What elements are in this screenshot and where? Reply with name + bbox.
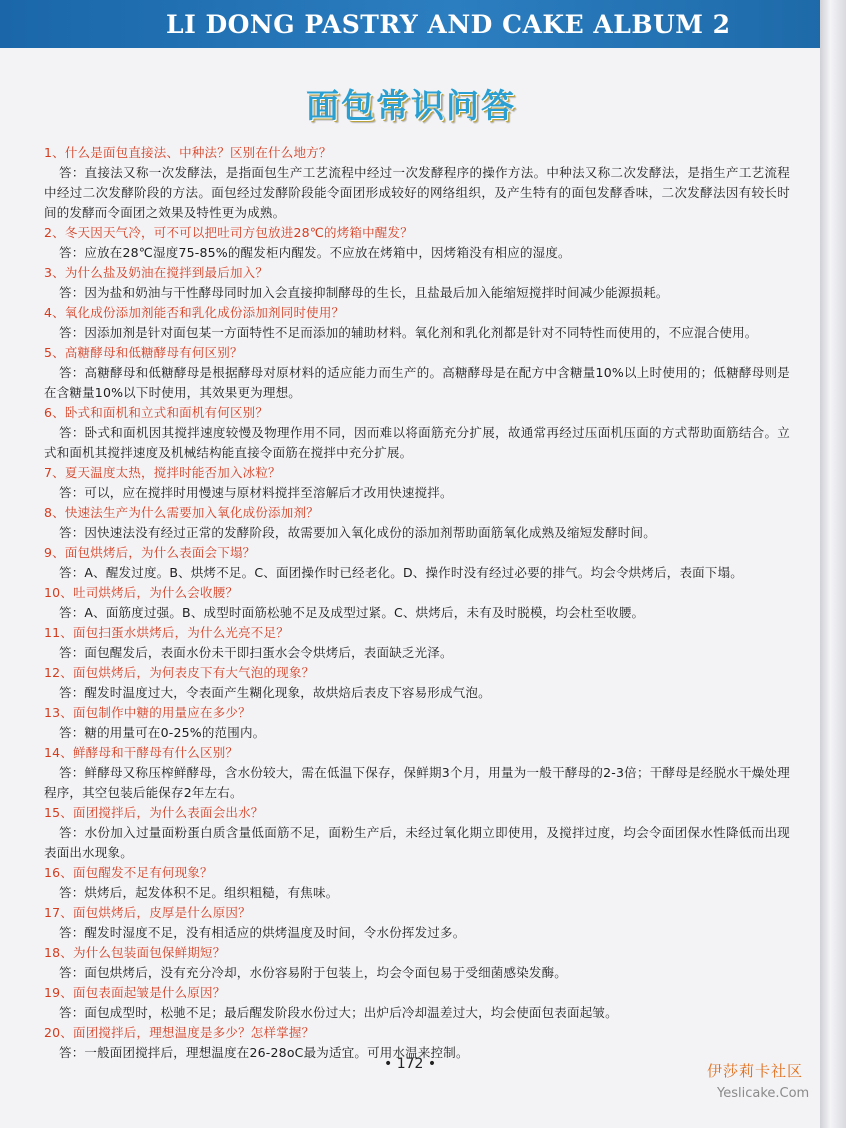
answer: 答：可以，应在搅拌时用慢速与原材料搅拌至溶解后才改用快速搅拌。 xyxy=(59,485,453,500)
question: 1、什么是面包直接法、中种法？区别在什么地方？ xyxy=(44,145,332,160)
answer: 答：应放在28℃湿度75-85%的醒发柜内醒发。不应放在烤箱中，因烤箱没有相应的湿度。 xyxy=(59,245,571,260)
qa-item xyxy=(44,463,790,503)
answer: 答：卧式和面机因其搅拌速度较慢及物理作用不同，因而难以将面筋充分扩展，故通常再经过压面机压面的方式帮助面筋结合。立式和面机其搅拌速度及机械结构能直接令面筋在搅拌中充分扩展。 xyxy=(44,425,790,460)
question: 4、氧化成份添加剂能否和乳化成份添加剂同时使用？ xyxy=(44,305,345,320)
qa-item xyxy=(44,263,790,303)
answer: 答：醒发时温度过大，令表面产生糊化现象，故烘焙后表皮下容易形成气泡。 xyxy=(59,685,491,700)
book-spine xyxy=(820,0,846,1128)
answer: 答：糖的用量可在0-25%的范围内。 xyxy=(59,725,266,740)
qa-item xyxy=(44,903,790,943)
qa-item xyxy=(44,303,790,343)
question: 9、面包烘烤后，为什么表面会下塌？ xyxy=(44,545,256,560)
question: 18、为什么包装面包保鲜期短？ xyxy=(44,945,226,960)
answer: 答：烘烤后，起发体积不足。组织粗糙，有焦味。 xyxy=(59,885,339,900)
answer: 答：因为盐和奶油与干性酵母同时加入会直接抑制酵母的生长，且盐最后加入能缩短搅拌时间减少能源损耗。 xyxy=(59,285,669,300)
qa-item xyxy=(44,223,790,263)
question: 15、面团搅拌后，为什么表面会出水？ xyxy=(44,805,264,820)
answer: 答：面包烘烤后，没有充分冷却，水份容易附于包装上，均会令面包易于受细菌感染发酶。 xyxy=(59,965,568,980)
album-banner: LI DONG PASTRY AND CAKE ALBUM 2 xyxy=(0,0,822,48)
question: 11、面包扫蛋水烘烤后，为什么光亮不足？ xyxy=(44,625,289,640)
answer: 答：面包成型时，松驰不足；最后醒发阶段水份过大；出炉后冷却温差过大，均会使面包表面起皱。 xyxy=(59,1005,618,1020)
answer: 答：直接法又称一次发酵法，是指面包生产工艺流程中经过一次发酵程序的操作方法。中种法又称二次发酵法，是指生产工艺流程中经过二次发酵阶段的方法。面包经过发酵阶段能令面团形成较好的网络组织，及产生特有的面包发酵香味，二次发酵法因有较长时间的发酵而令面团之效果及特性更为成熟。 xyxy=(44,165,790,220)
qa-item xyxy=(44,983,790,1023)
answer: 答：A、面筋度过强。B、成型时面筋松驰不足及成型过紧。C、烘烤后，未有及时脱模，均会杜至收腰。 xyxy=(59,605,645,620)
page-number: • 172 • xyxy=(384,1056,437,1072)
qa-item xyxy=(44,803,790,863)
watermark-url: Yeslicake.Com xyxy=(717,1086,810,1101)
answer: 答：因快速法没有经过正常的发酵阶段，故需要加入氧化成份的添加剂帮助面筋氧化成熟及缩短发酵时间。 xyxy=(59,525,656,540)
answer: 答：水份加入过量面粉蛋白质含量低面筋不足，面粉生产后，未经过氧化期立即使用，及搅拌过度，均会令面团保水性降低而出现表面出水现象。 xyxy=(44,825,790,860)
qa-item xyxy=(44,623,790,663)
question: 3、为什么盐及奶油在搅拌到最后加入？ xyxy=(44,265,269,280)
qa-item xyxy=(44,743,790,803)
answer: 答：A、醒发过度。B、烘烤不足。C、面团操作时已经老化。D、操作时没有经过必要的排气。均会令烘烤后，表面下塌。 xyxy=(59,565,743,580)
question: 7、夏天温度太热，搅拌时能否加入冰粒？ xyxy=(44,465,281,480)
question: 5、高糖酵母和低糖酵母有何区别？ xyxy=(44,345,243,360)
qa-item xyxy=(44,943,790,983)
watermark-community: 伊莎莉卡社区 xyxy=(707,1062,804,1080)
qa-item xyxy=(44,503,790,543)
question: 2、冬天因天气冷，可不可以把吐司方包放进28℃的烤箱中醒发？ xyxy=(44,225,413,240)
qa-item xyxy=(44,863,790,903)
question: 12、面包烘烤后，为何表皮下有大气泡的现象？ xyxy=(44,665,315,680)
answer: 答：因添加剂是针对面包某一方面特性不足而添加的辅助材料。氧化剂和乳化剂都是针对不同特性而使用的，不应混合使用。 xyxy=(59,325,758,340)
question: 14、鲜酵母和干酵母有什么区别？ xyxy=(44,745,239,760)
qa-item xyxy=(44,143,790,223)
qa-item xyxy=(44,543,790,583)
question: 19、面包表面起皱是什么原因？ xyxy=(44,985,226,1000)
question: 20、面团搅拌后，理想温度是多少？怎样掌握？ xyxy=(44,1025,315,1040)
answer: 答：鲜酵母又称压榨鲜酵母，含水份较大，需在低温下保存，保鲜期3个月，用量为一般干酵母的2-3倍；干酵母是经脱水干燥处理程序，其空包装后能保存2年左右。 xyxy=(44,765,790,800)
answer: 答：醒发时湿度不足，没有相适应的烘烤温度及时间，令水份挥发过多。 xyxy=(59,925,466,940)
question: 17、面包烘烤后，皮厚是什么原因？ xyxy=(44,905,251,920)
question: 10、吐司烘烤后，为什么会收腰？ xyxy=(44,585,239,600)
qa-list xyxy=(44,143,790,1063)
question: 8、快速法生产为什么需要加入氧化成份添加剂？ xyxy=(44,505,319,520)
qa-item xyxy=(44,403,790,463)
answer: 答：面包醒发后，表面水份未干即扫蛋水会令烘烤后，表面缺乏光泽。 xyxy=(59,645,453,660)
question: 16、面包醒发不足有何现象？ xyxy=(44,865,213,880)
question: 6、卧式和面机和立式和面机有何区别？ xyxy=(44,405,269,420)
answer: 答：高糖酵母和低糖酵母是根据酵母对原材料的适应能力而生产的。高糖酵母是在配方中含糖量10%以上时使用的；低糖酵母则是在含糖量10%以下时使用，其效果更为理想。 xyxy=(44,365,790,400)
page-title: 面包常识问答 xyxy=(306,86,516,125)
qa-item xyxy=(44,703,790,743)
qa-item xyxy=(44,583,790,623)
question: 13、面包制作中糖的用量应在多少？ xyxy=(44,705,251,720)
answer: 答：一般面团搅拌后，理想温度在26-28oC最为适宜。可用水温来控制。 xyxy=(59,1045,469,1060)
qa-item xyxy=(44,663,790,703)
qa-item xyxy=(44,343,790,403)
